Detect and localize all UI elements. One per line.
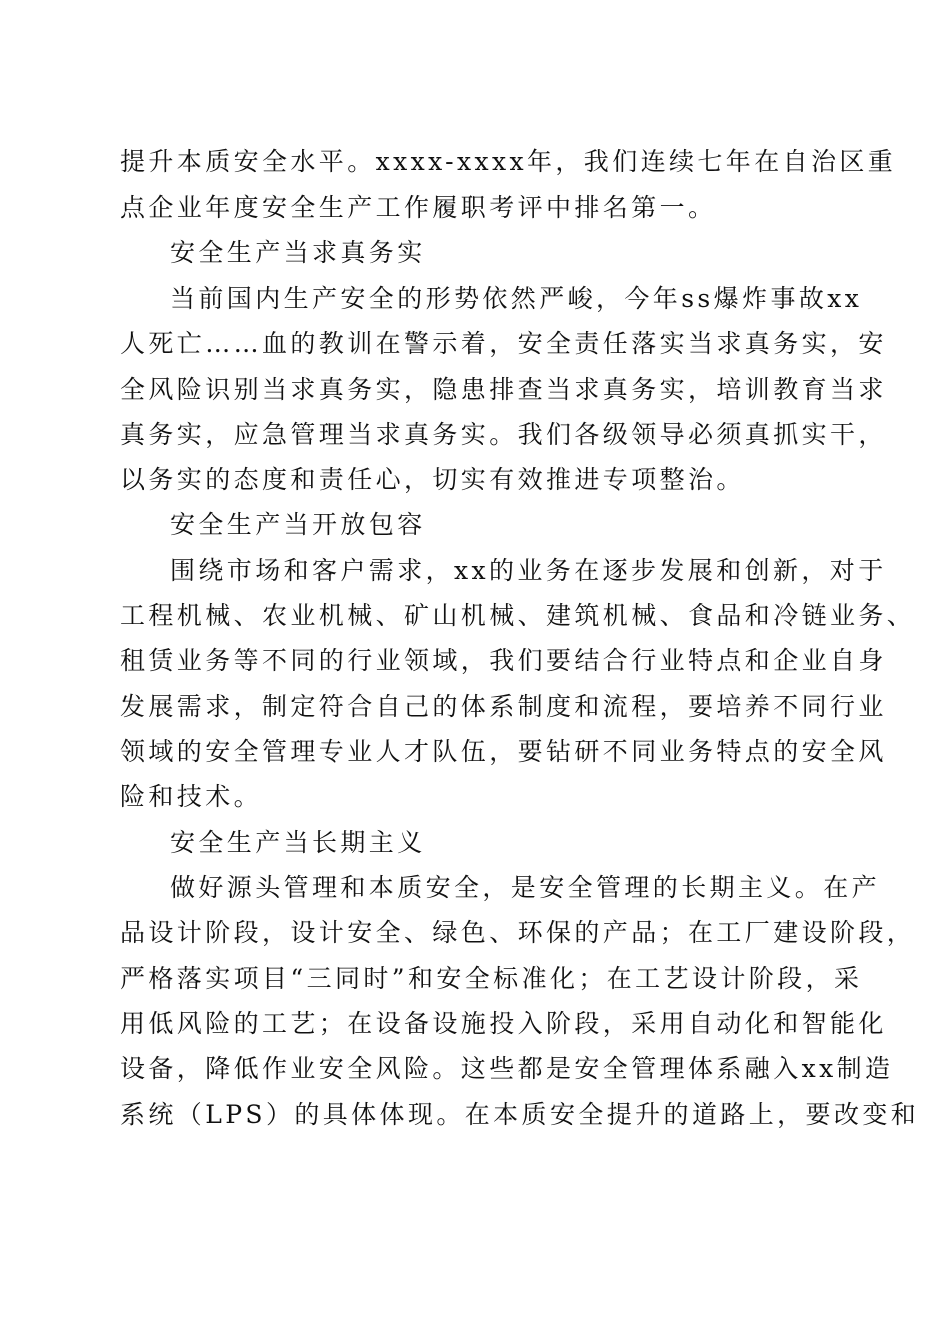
paragraph-line-2: 点企业年度安全生产工作履职考评中排名第一。 xyxy=(120,193,717,222)
paragraph-line-11: 发展需求，制定符合自己的体系制度和流程，要培养不同行业 xyxy=(120,692,887,721)
paragraph-line-5: 全风险识别当求真务实，隐患排查当求真务实，培训教育当求 xyxy=(120,375,887,404)
paragraph-line-16: 严格落实项目“三同时”和安全标准化；在工艺设计阶段，采 xyxy=(120,964,863,993)
paragraph-line-10: 租赁业务等不同的行业领域，我们要结合行业特点和企业自身 xyxy=(120,646,887,675)
paragraph-line-18: 设备，降低作业安全风险。这些都是安全管理体系融入xx制造 xyxy=(120,1054,894,1083)
section-heading-open-inclusive: 安全生产当开放包容 xyxy=(170,510,426,539)
paragraph-line-17: 用低风险的工艺；在设备设施投入阶段，采用自动化和智能化 xyxy=(120,1009,887,1038)
paragraph-line-14: 做好源头管理和本质安全，是安全管理的长期主义。在产 xyxy=(170,873,881,902)
paragraph-line-9: 工程机械、农业机械、矿山机械、建筑机械、食品和冷链业务、 xyxy=(120,601,916,630)
paragraph-line-3: 当前国内生产安全的形势依然严峻，今年ss爆炸事故xx xyxy=(170,284,863,313)
paragraph-line-7: 以务实的态度和责任心，切实有效推进专项整治。 xyxy=(120,465,745,494)
paragraph-line-8: 围绕市场和客户需求，xx的业务在逐步发展和创新，对于 xyxy=(170,556,887,585)
paragraph-line-1: 提升本质安全水平。xxxx-xxxx年，我们连续七年在自治区重 xyxy=(120,147,897,176)
paragraph-line-13: 险和技术。 xyxy=(120,782,263,811)
paragraph-line-12: 领域的安全管理专业人才队伍，要钻研不同业务特点的安全风 xyxy=(120,737,887,766)
paragraph-line-4: 人死亡……血的教训在警示着，安全责任落实当求真务实，安 xyxy=(120,329,887,358)
section-heading-pragmatic: 安全生产当求真务实 xyxy=(170,238,426,267)
paragraph-line-6: 真务实，应急管理当求真务实。我们各级领导必须真抓实干， xyxy=(120,420,887,449)
paragraph-line-19: 系统（LPS）的具体体现。在本质安全提升的道路上，要改变和 xyxy=(120,1100,920,1129)
paragraph-line-15: 品设计阶段，设计安全、绿色、环保的产品；在工厂建设阶段， xyxy=(120,918,916,947)
section-heading-long-term: 安全生产当长期主义 xyxy=(170,828,426,857)
